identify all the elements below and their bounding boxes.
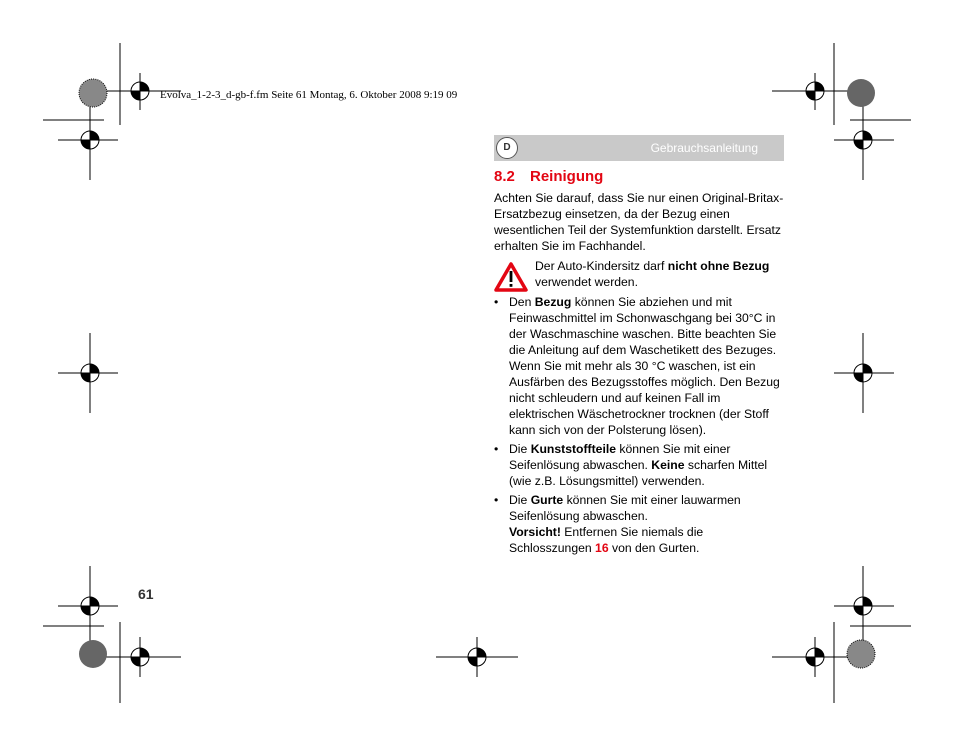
section-title [494,168,603,185]
caution-label: Vorsicht! [509,525,561,539]
warning-text: Der Auto-Kindersitz darf nicht ohne Bezug verwendet werden. [535,259,770,289]
print-info-line: Evolva_1-2-3_d-gb-f.fm Seite 61 Montag, 6. Oktober 2008 9:19 09 [160,89,458,101]
section-header-bar [494,135,784,161]
warning-emphasis: nicht ohne Bezug [667,259,770,273]
bullet-marker: • [494,442,499,456]
section-number: 8.2 [494,168,515,185]
list-item-belts: • Die Gurte können Sie mit einer lauwarmen Seifenlösung abwaschen. Vorsicht! Entfernen Sie niemals die Schlosszungen 16 von den Gurten. [494,493,741,555]
warning-triangle-icon [494,262,528,292]
language-badge: D [496,137,518,159]
bullet-marker: • [494,493,499,507]
cleaning-instructions-list [494,294,786,559]
page-number: 61 [138,586,154,602]
list-item-cover: • Den Bezug können Sie abziehen und mit Feinwaschmittel im Schonwaschgang bei 30°C in der Waschmaschine waschen. Bitte beachten Sie die Anleitung auf dem Waschetikett des Bezuges. Wenn Sie mit mehr als 30 °C waschen, ist ein Ausfärben des Bezugsstoffes möglich. Den Bezug nicht schleudern und auf keinen Fall im elektrischen Wäschetrockner trocknen (der Stoff kann sich von der Polsterung lösen). [494,295,780,437]
header-section-name: Gebrauchsanleitung [650,141,758,155]
section-title-text: Reinigung [530,168,604,185]
part-reference-number: 16 [595,541,609,555]
intro-paragraph: Achten Sie darauf, dass Sie nur einen Original-Britax-Ersatzbezug einsetzen, da der Bezug einen wesentlichen Teil der Systemfunktion darstellt. Ersatz erhalten Sie im Fachhandel. [494,191,784,253]
list-item-plastic-parts: • Die Kunststoffteile können Sie mit einer Seifenlösung abwaschen. Keine scharfen Mittel (wie z.B. Lösungsmittel) verwenden. [494,442,768,488]
bullet-marker: • [494,295,499,309]
